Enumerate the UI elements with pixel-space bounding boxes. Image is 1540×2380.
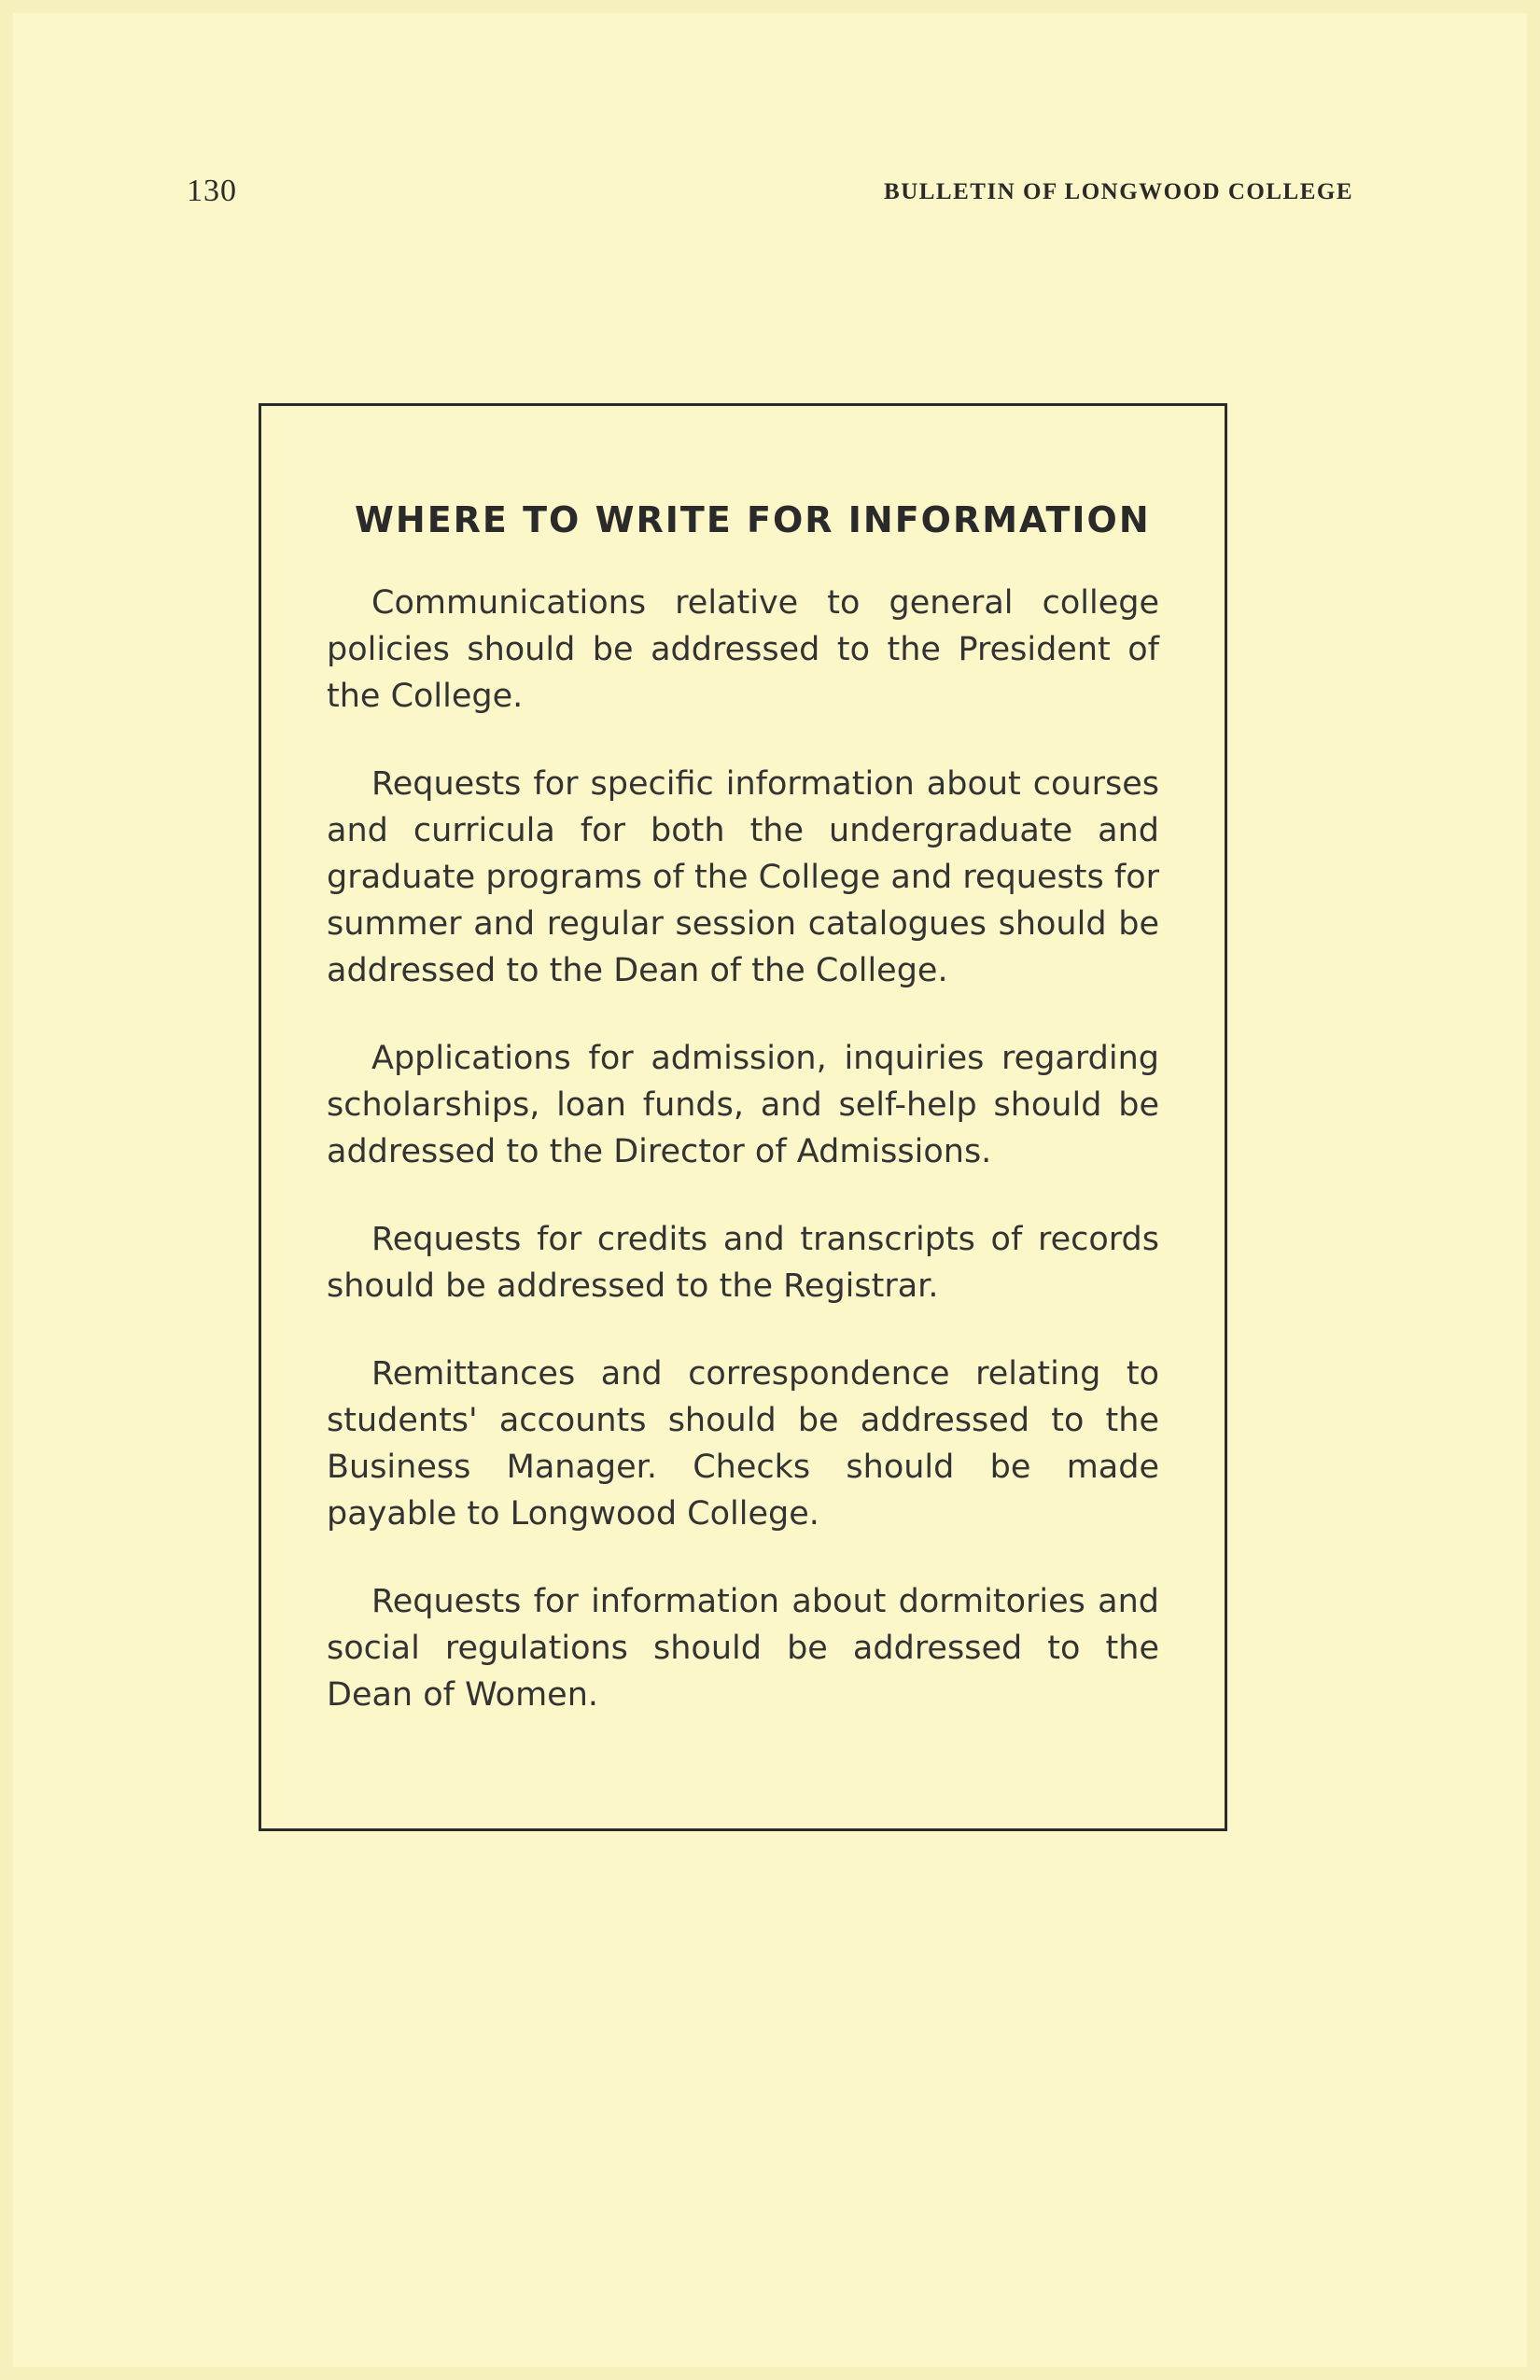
- paragraph-director-of-admissions: Applications for admission, inquiries regarding scholarships, loan funds, and self-help should be addressed to the Director of Admissions.: [327, 1040, 1159, 1170]
- page-number: 130: [187, 174, 237, 208]
- page-header: [187, 174, 1353, 220]
- notice-title: WHERE TO WRITE FOR INFORMATION: [355, 499, 1151, 540]
- information-notice-box: [259, 403, 1227, 1831]
- paragraph-president: Communications relative to general college policies should be addressed to the President of the College.: [327, 584, 1159, 715]
- running-title: BULLETIN OF LONGWOOD COLLEGE: [884, 179, 1353, 204]
- notice-content: [327, 499, 1159, 1759]
- paragraph-business-manager: Remittances and correspondence relating to students' accounts should be addressed to the Business Manager. Checks should be made payable to Longwood College.: [327, 1355, 1159, 1533]
- paragraph-registrar: Requests for credits and transcripts of records should be addressed to the Registrar.: [327, 1221, 1159, 1305]
- paragraph-dean-of-women: Requests for information about dormitories and social regulations should be addressed to the Dean of Women.: [327, 1583, 1159, 1714]
- paragraph-dean-of-college: Requests for specific information about courses and curricula for both the undergraduate and graduate programs of the College and requests for summer and regular session catalogues should be addressed to the Dean of the College.: [327, 765, 1159, 989]
